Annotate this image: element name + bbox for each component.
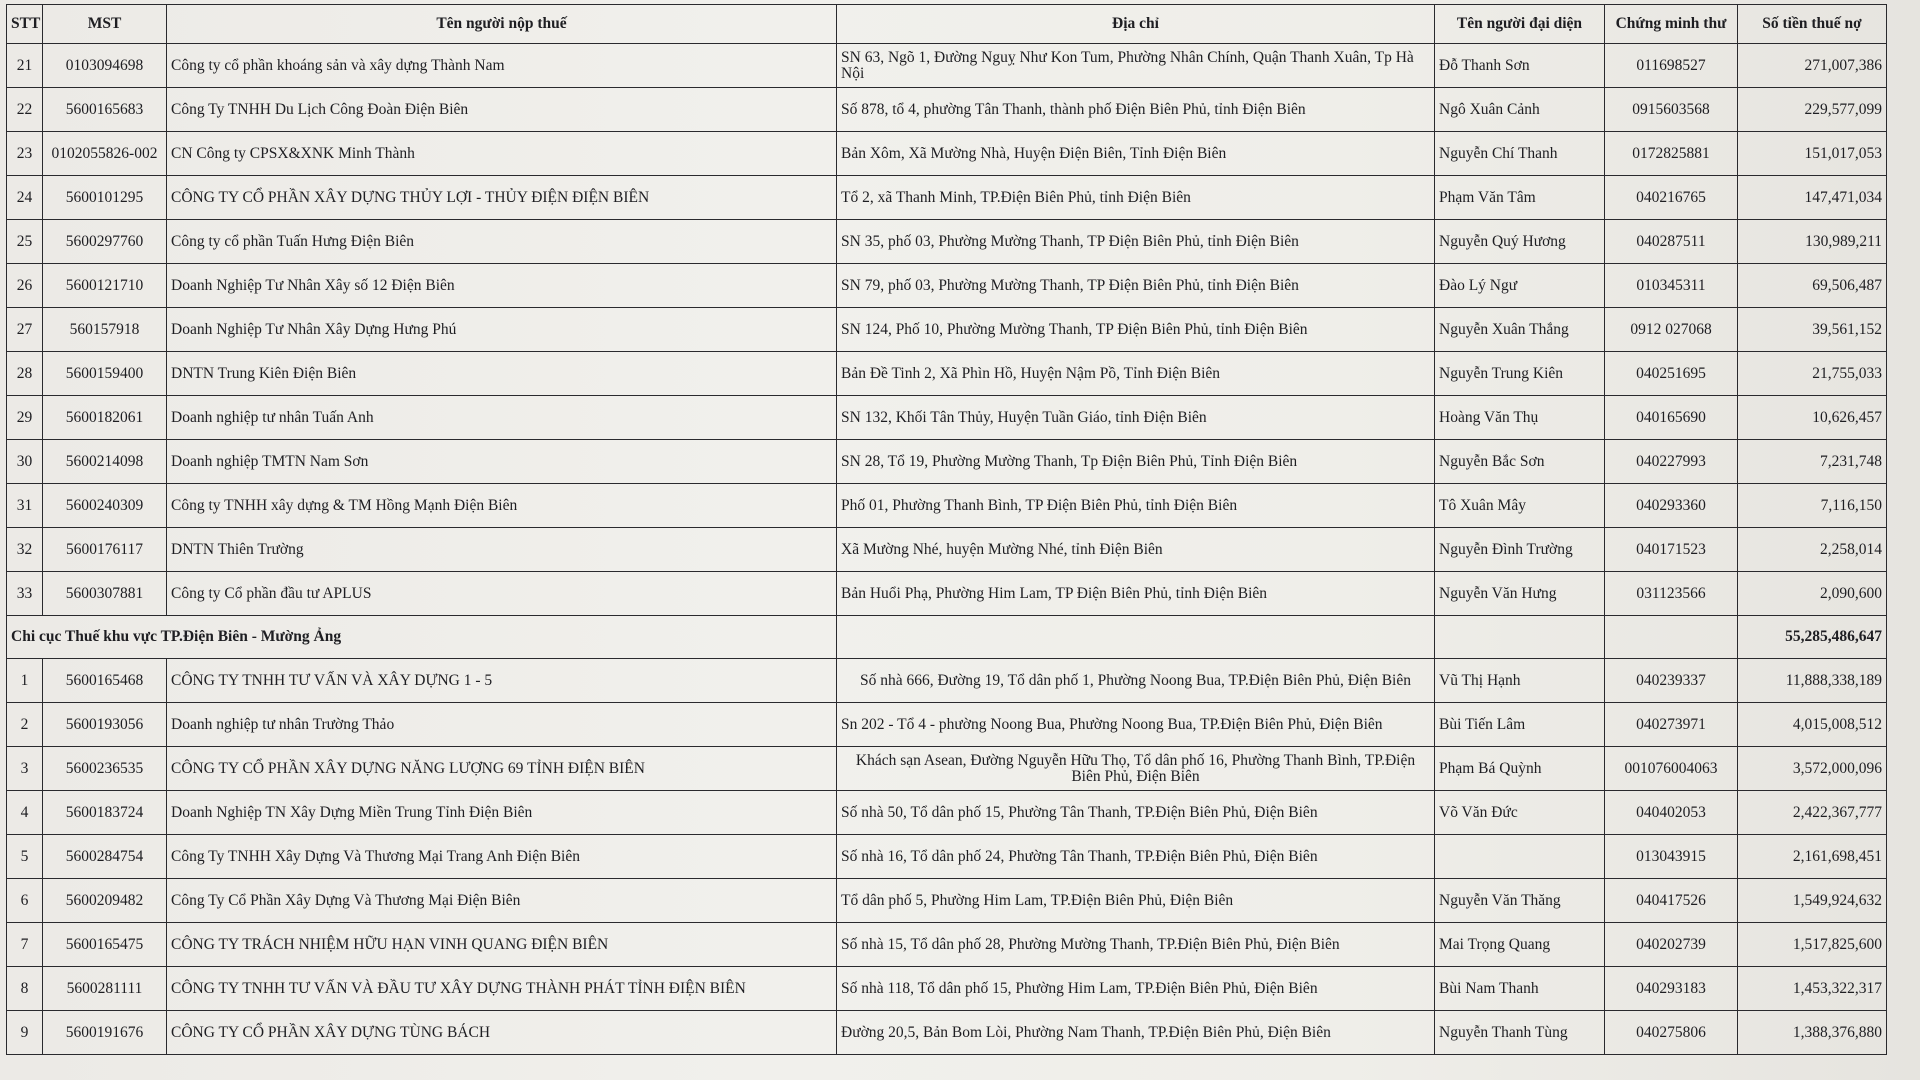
cell-id-card: 040202739 [1605,923,1738,967]
cell-id-card: 040171523 [1605,528,1738,572]
cell-id-card: 010345311 [1605,264,1738,308]
table-group [7,616,1887,659]
cell-address: SN 132, Khối Tân Thủy, Huyện Tuần Giáo, tỉnh Điện Biên [837,396,1435,440]
table-row [7,747,1887,791]
cell-representative: Mai Trọng Quang [1435,923,1605,967]
cell-amount: 2,090,600 [1738,572,1887,616]
cell-representative: Nguyễn Văn Hưng [1435,572,1605,616]
cell-address: Sn 202 - Tổ 4 - phường Noong Bua, Phường Noong Bua, TP.Điện Biên Phủ, Điện Biên [837,703,1435,747]
cell-address: Khách sạn Asean, Đường Nguyễn Hữu Thọ, Tổ dân phố 16, Phường Thanh Bình, TP.Điện Biên Phủ, Điện Biên [837,747,1435,791]
cell-id-card: 040239337 [1605,659,1738,703]
cell-representative: Vũ Thị Hạnh [1435,659,1605,703]
cell-amount: 3,572,000,096 [1738,747,1887,791]
header-stt: STT [7,5,43,44]
table-body-top [7,44,1887,616]
cell-id-card: 040275806 [1605,1011,1738,1055]
cell-mst: 0103094698 [43,44,167,88]
table-row [7,1011,1887,1055]
cell-mst: 5600182061 [43,396,167,440]
cell-address: SN 124, Phố 10, Phường Mường Thanh, TP Điện Biên Phủ, tỉnh Điện Biên [837,308,1435,352]
cell-mst: 5600165468 [43,659,167,703]
table-row [7,923,1887,967]
cell-taxpayer-name: CÔNG TY CỔ PHẦN XÂY DỰNG THỦY LỢI - THỦY ĐIỆN ĐIỆN BIÊN [167,176,837,220]
cell-stt: 33 [7,572,43,616]
cell-mst: 5600284754 [43,835,167,879]
cell-amount: 147,471,034 [1738,176,1887,220]
cell-stt: 32 [7,528,43,572]
table-row [7,264,1887,308]
cell-representative: Nguyễn Quý Hương [1435,220,1605,264]
cell-taxpayer-name: Công Ty TNHH Du Lịch Công Đoàn Điện Biên [167,88,837,132]
cell-id-card: 013043915 [1605,835,1738,879]
cell-address: Tổ dân phố 5, Phường Him Lam, TP.Điện Biên Phủ, Điện Biên [837,879,1435,923]
cell-taxpayer-name: Công ty cổ phần khoáng sản và xây dựng Thành Nam [167,44,837,88]
cell-representative: Võ Văn Đức [1435,791,1605,835]
cell-id-card: 0912 027068 [1605,308,1738,352]
cell-id-card: 040293360 [1605,484,1738,528]
table-row [7,308,1887,352]
cell-stt: 21 [7,44,43,88]
cell-stt: 28 [7,352,43,396]
cell-mst: 5600214098 [43,440,167,484]
cell-address: Bản Huổi Phạ, Phường Him Lam, TP Điện Biên Phủ, tỉnh Điện Biên [837,572,1435,616]
cell-taxpayer-name: Doanh nghiệp tư nhân Trường Thảo [167,703,837,747]
cell-address: SN 79, phố 03, Phường Mường Thanh, TP Điện Biên Phủ, tỉnh Điện Biên [837,264,1435,308]
cell-address: Phố 01, Phường Thanh Bình, TP Điện Biên Phủ, tỉnh Điện Biên [837,484,1435,528]
cell-id-card: 040251695 [1605,352,1738,396]
header-mst: MST [43,5,167,44]
cell-taxpayer-name: Công Ty TNHH Xây Dựng Và Thương Mại Trang Anh Điện Biên [167,835,837,879]
cell-amount: 130,989,211 [1738,220,1887,264]
cell-mst: 5600236535 [43,747,167,791]
cell-representative: Nguyễn Xuân Thắng [1435,308,1605,352]
cell-representative: Bùi Nam Thanh [1435,967,1605,1011]
cell-amount: 10,626,457 [1738,396,1887,440]
table-row [7,352,1887,396]
cell-taxpayer-name: CÔNG TY CỔ PHẦN XÂY DỰNG TÙNG BÁCH [167,1011,837,1055]
cell-id-card: 040417526 [1605,879,1738,923]
cell-mst: 5600176117 [43,528,167,572]
cell-id-card: 001076004063 [1605,747,1738,791]
cell-mst: 5600281111 [43,967,167,1011]
cell-mst: 5600165683 [43,88,167,132]
cell-amount: 2,422,367,777 [1738,791,1887,835]
cell-address: Bản Xôm, Xã Mường Nhà, Huyện Điện Biên, Tỉnh Điện Biên [837,132,1435,176]
table-row [7,176,1887,220]
cell-amount: 39,561,152 [1738,308,1887,352]
cell-representative: Hoàng Văn Thụ [1435,396,1605,440]
cell-representative: Nguyễn Bắc Sơn [1435,440,1605,484]
table-row [7,396,1887,440]
cell-address: Đường 20,5, Bản Bom Lòi, Phường Nam Thanh, TP.Điện Biên Phủ, Điện Biên [837,1011,1435,1055]
cell-stt: 1 [7,659,43,703]
cell-mst: 5600191676 [43,1011,167,1055]
table-row [7,440,1887,484]
table-row [7,791,1887,835]
cell-stt: 24 [7,176,43,220]
cell-stt: 25 [7,220,43,264]
cell-taxpayer-name: Doanh Nghiệp Tư Nhân Xây Dựng Hưng Phú [167,308,837,352]
cell-representative: Đào Lý Ngư [1435,264,1605,308]
cell-representative: Nguyễn Trung Kiên [1435,352,1605,396]
cell-address: SN 28, Tổ 19, Phường Mường Thanh, Tp Điện Biên Phủ, Tỉnh Điện Biên [837,440,1435,484]
cell-taxpayer-name: CÔNG TY TNHH TƯ VẤN VÀ XÂY DỰNG 1 - 5 [167,659,837,703]
cell-amount: 1,388,376,880 [1738,1011,1887,1055]
cell-id-card: 040287511 [1605,220,1738,264]
cell-amount: 1,517,825,600 [1738,923,1887,967]
table-row [7,88,1887,132]
cell-mst: 5600209482 [43,879,167,923]
cell-representative: Phạm Văn Tâm [1435,176,1605,220]
group-header-row [7,616,1887,659]
cell-amount: 4,015,008,512 [1738,703,1887,747]
table-row [7,220,1887,264]
cell-mst: 5600121710 [43,264,167,308]
cell-taxpayer-name: CÔNG TY TRÁCH NHIỆM HỮU HẠN VINH QUANG ĐIỆN BIÊN [167,923,837,967]
cell-stt: 6 [7,879,43,923]
cell-stt: 2 [7,703,43,747]
cell-amount: 2,161,698,451 [1738,835,1887,879]
table-row [7,659,1887,703]
cell-mst: 560157918 [43,308,167,352]
table-row [7,132,1887,176]
cell-amount: 11,888,338,189 [1738,659,1887,703]
cell-id-card: 040216765 [1605,176,1738,220]
cell-representative: Phạm Bá Quỳnh [1435,747,1605,791]
cell-id-card: 031123566 [1605,572,1738,616]
cell-id-card: 040402053 [1605,791,1738,835]
cell-taxpayer-name: Doanh Nghiệp Tư Nhân Xây số 12 Điện Biên [167,264,837,308]
cell-taxpayer-name: Công Ty Cổ Phần Xây Dựng Và Thương Mại Điện Biên [167,879,837,923]
cell-id-card: 0915603568 [1605,88,1738,132]
cell-address: Số nhà 50, Tổ dân phố 15, Phường Tân Thanh, TP.Điện Biên Phủ, Điện Biên [837,791,1435,835]
cell-stt: 31 [7,484,43,528]
cell-taxpayer-name: CÔNG TY CỔ PHẦN XÂY DỰNG NĂNG LƯỢNG 69 TỈNH ĐIỆN BIÊN [167,747,837,791]
cell-taxpayer-name: Công ty Cổ phần đầu tư APLUS [167,572,837,616]
table-row [7,572,1887,616]
header-name: Tên người nộp thuế [167,5,837,44]
cell-representative: Bùi Tiến Lâm [1435,703,1605,747]
cell-stt: 27 [7,308,43,352]
cell-stt: 8 [7,967,43,1011]
cell-stt: 9 [7,1011,43,1055]
cell-stt: 23 [7,132,43,176]
table-row [7,967,1887,1011]
cell-taxpayer-name: CN Công ty CPSX&XNK Minh Thành [167,132,837,176]
cell-taxpayer-name: Công ty TNHH xây dựng & TM Hồng Mạnh Điện Biên [167,484,837,528]
cell-taxpayer-name: DNTN Trung Kiên Điện Biên [167,352,837,396]
header-representative: Tên người đại diện [1435,5,1605,44]
cell-stt: 7 [7,923,43,967]
cell-address: SN 35, phố 03, Phường Mường Thanh, TP Điện Biên Phủ, tỉnh Điện Biên [837,220,1435,264]
cell-representative: Nguyễn Đình Trường [1435,528,1605,572]
cell-amount: 271,007,386 [1738,44,1887,88]
cell-representative: Nguyễn Thanh Tùng [1435,1011,1605,1055]
cell-stt: 22 [7,88,43,132]
cell-representative [1435,835,1605,879]
cell-address: Số nhà 118, Tổ dân phố 15, Phường Him Lam, TP.Điện Biên Phủ, Điện Biên [837,967,1435,1011]
header-id-card: Chứng minh thư [1605,5,1738,44]
cell-taxpayer-name: Doanh nghiệp tư nhân Tuấn Anh [167,396,837,440]
group-title: Chi cục Thuế khu vực TP.Điện Biên - Mường Ảng [7,616,837,659]
cell-address: Bản Đề Tinh 2, Xã Phìn Hồ, Huyện Nậm Pồ, Tỉnh Điện Biên [837,352,1435,396]
cell-id-card: 0172825881 [1605,132,1738,176]
table-row [7,528,1887,572]
table-row [7,835,1887,879]
group-empty-cmt [1605,616,1738,659]
cell-address: Số nhà 15, Tổ dân phố 28, Phường Mường Thanh, TP.Điện Biên Phủ, Điện Biên [837,923,1435,967]
cell-taxpayer-name: Doanh nghiệp TMTN Nam Sơn [167,440,837,484]
group-empty-rep [1435,616,1605,659]
table-body-bottom [7,659,1887,1055]
tax-debt-table [6,4,1887,1055]
cell-stt: 29 [7,396,43,440]
cell-id-card: 040227993 [1605,440,1738,484]
cell-address: Số nhà 16, Tổ dân phố 24, Phường Tân Thanh, TP.Điện Biên Phủ, Điện Biên [837,835,1435,879]
cell-mst: 5600297760 [43,220,167,264]
cell-address: Số nhà 666, Đường 19, Tổ dân phố 1, Phường Noong Bua, TP.Điện Biên Phủ, Điện Biên [837,659,1435,703]
cell-stt: 30 [7,440,43,484]
cell-mst: 5600165475 [43,923,167,967]
cell-stt: 4 [7,791,43,835]
cell-id-card: 011698527 [1605,44,1738,88]
cell-representative: Tô Xuân Mây [1435,484,1605,528]
header-address: Địa chỉ [837,5,1435,44]
table-header-row [7,5,1887,44]
cell-mst: 5600193056 [43,703,167,747]
cell-representative: Nguyễn Văn Thăng [1435,879,1605,923]
cell-id-card: 040273971 [1605,703,1738,747]
cell-amount: 1,453,322,317 [1738,967,1887,1011]
table-row [7,879,1887,923]
cell-address: Xã Mường Nhé, huyện Mường Nhé, tỉnh Điện Biên [837,528,1435,572]
group-empty-address [837,616,1435,659]
cell-taxpayer-name: Công ty cổ phần Tuấn Hưng Điện Biên [167,220,837,264]
cell-representative: Ngô Xuân Cảnh [1435,88,1605,132]
cell-address: Tổ 2, xã Thanh Minh, TP.Điện Biên Phủ, tỉnh Điện Biên [837,176,1435,220]
cell-mst: 5600159400 [43,352,167,396]
cell-amount: 2,258,014 [1738,528,1887,572]
cell-taxpayer-name: DNTN Thiên Trường [167,528,837,572]
cell-id-card: 040293183 [1605,967,1738,1011]
cell-representative: Nguyễn Chí Thanh [1435,132,1605,176]
table-row [7,44,1887,88]
cell-stt: 3 [7,747,43,791]
cell-amount: 151,017,053 [1738,132,1887,176]
cell-amount: 21,755,033 [1738,352,1887,396]
cell-stt: 26 [7,264,43,308]
cell-amount: 229,577,099 [1738,88,1887,132]
cell-mst: 5600183724 [43,791,167,835]
cell-mst: 0102055826-002 [43,132,167,176]
cell-mst: 5600307881 [43,572,167,616]
cell-id-card: 040165690 [1605,396,1738,440]
cell-representative: Đỗ Thanh Sơn [1435,44,1605,88]
cell-amount: 1,549,924,632 [1738,879,1887,923]
table-row [7,703,1887,747]
table-row [7,484,1887,528]
group-total: 55,285,486,647 [1738,616,1887,659]
cell-stt: 5 [7,835,43,879]
cell-taxpayer-name: CÔNG TY TNHH TƯ VẤN VÀ ĐẦU TƯ XÂY DỰNG THÀNH PHÁT TỈNH ĐIỆN BIÊN [167,967,837,1011]
cell-taxpayer-name: Doanh Nghiệp TN Xây Dựng Miền Trung Tỉnh Điện Biên [167,791,837,835]
cell-amount: 7,116,150 [1738,484,1887,528]
cell-amount: 69,506,487 [1738,264,1887,308]
cell-address: SN 63, Ngõ 1, Đường Nguỵ Như Kon Tum, Phường Nhân Chính, Quận Thanh Xuân, Tp Hà Nội [837,44,1435,88]
cell-mst: 5600240309 [43,484,167,528]
cell-address: Số 878, tổ 4, phường Tân Thanh, thành phố Điện Biên Phủ, tỉnh Điện Biên [837,88,1435,132]
cell-amount: 7,231,748 [1738,440,1887,484]
header-amount: Số tiền thuế nợ [1738,5,1887,44]
cell-mst: 5600101295 [43,176,167,220]
